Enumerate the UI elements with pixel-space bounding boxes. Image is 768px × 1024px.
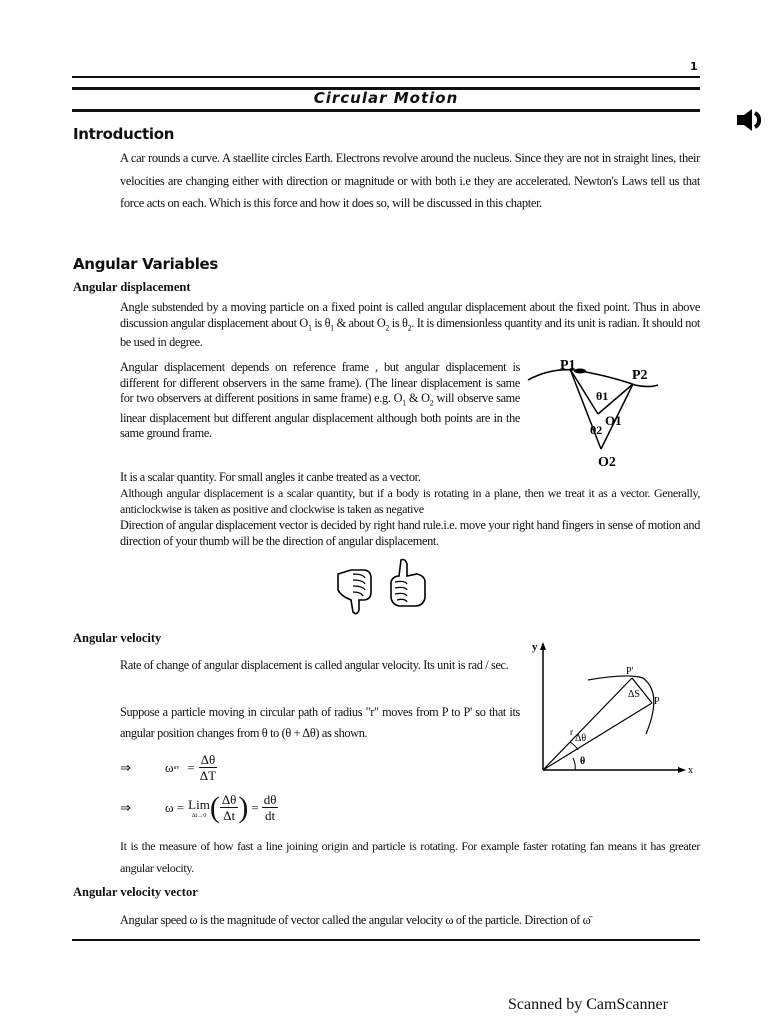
svg-text:O1: O1 (605, 413, 622, 428)
angular-displacement-frame-paragraph: Angular displacement depends on reference frame , but angular displacement is different for different observers in the same frame). (The linear displacement is same for two observers at different positions in same frame) e.g. $O_1$ & $O_2$ will observe same linear displacement but different angular displacement although both points are in the same ground frame. (120, 360, 521, 441)
introduction-paragraph: A car rounds a curve. A staellite circles Earth. Electrons revolve around the nucleus. Since they are not in straight lines, their velocities are changing either with direction or magnitude or with both i.e they are accelerated. Newton's Laws tell us that force acts on each. Which is this force and how it does so, will be discussed in this chapter. (120, 151, 700, 210)
angular-velocity-vector-heading: Angular velocity vector (73, 885, 198, 899)
svg-text:y: y (532, 641, 538, 653)
angular-displacement-diagram (520, 352, 665, 472)
instantaneous-angular-velocity-equation: ⇒ ω = Lim Δt→0 ( $\frac{\Delta\theta}{\Delta t}$ ) = $\frac{d\theta}{dt}$ (120, 790, 277, 824)
introduction-heading: Introduction (73, 125, 175, 143)
svg-text:x: x (688, 765, 693, 776)
right-hand-rule-paragraph: Direction of angular displacement vector is decided by right hand rule.i.e. move your right hand fingers in sense of motion and direction of your thumb will be the direction of angular displacement. (120, 518, 700, 548)
angular-displacement-definition: Angle substended by a moving particle on a fixed point is called angular displacement about the fixed point. Thus in above discussion angular displacement about $O_1$ is $\theta_1$ & about $O_2$ is $\theta_2$. It is dimensionless quantity and its unit is radian. It should not be used in degree. (120, 300, 700, 350)
svg-text:P': P' (626, 666, 634, 677)
svg-text:θ1: θ1 (596, 389, 609, 403)
angular-velocity-diagram (528, 638, 698, 778)
page-title: Circular Motion (313, 89, 459, 107)
svg-text:P: P (654, 696, 660, 707)
angular-velocity-particle-paragraph: Suppose a particle moving in circular path of radius "r" moves from P to P' so that its angular position changes from θ to (θ + Δθ) as shown. (120, 705, 520, 740)
angular-velocity-vector-paragraph: Angular speed ω is the magnitude of vector called the angular velocity ω of the particle. Direction of ω̄ (120, 913, 591, 927)
thumbs-down-icon (333, 556, 378, 618)
svg-text:Δθ: Δθ (575, 733, 587, 744)
thumbs-up-icon (385, 556, 430, 618)
angular-displacement-heading: Angular displacement (73, 280, 191, 294)
svg-text:O2: O2 (598, 455, 616, 470)
svg-text:P1: P1 (560, 358, 576, 373)
vector-treatment-paragraph: Although angular displacement is a scalar quantity, but if a body is rotating in a plane, then we treat it as a vector. Generally, anticlockwise is taken as positive and clockwise is taken as negative (120, 486, 700, 516)
svg-text:P2: P2 (632, 368, 648, 383)
svg-text:r: r (570, 727, 573, 737)
svg-text:θ: θ (580, 756, 586, 767)
svg-text:ΔS: ΔS (628, 689, 640, 700)
angular-velocity-definition: Rate of change of angular displacement is called angular velocity. Its unit is rad / sec. (120, 658, 509, 672)
footer-rule (72, 939, 700, 941)
scalar-quantity-note: It is a scalar quantity. For small angles it canbe treated as a vector. (120, 470, 421, 484)
header-rule-bottom (72, 109, 700, 112)
average-angular-velocity-equation: ⇒ ω av = $\frac{\Delta\theta}{\Delta T}$ (120, 752, 217, 783)
angular-velocity-heading: Angular velocity (73, 631, 162, 645)
angular-velocity-measure-paragraph: It is the measure of how fast a line joining origin and particle is rotating. For example faster rotating fan means it has greater angular velocity. (120, 839, 700, 875)
speaker-icon[interactable] (735, 105, 765, 135)
angular-variables-heading: Angular Variables (73, 255, 219, 273)
camscanner-watermark: Scanned by CamScanner (508, 996, 668, 1013)
page-number: 1 (690, 60, 698, 73)
header-rule-top (72, 76, 700, 78)
svg-text:θ2: θ2 (590, 423, 603, 437)
